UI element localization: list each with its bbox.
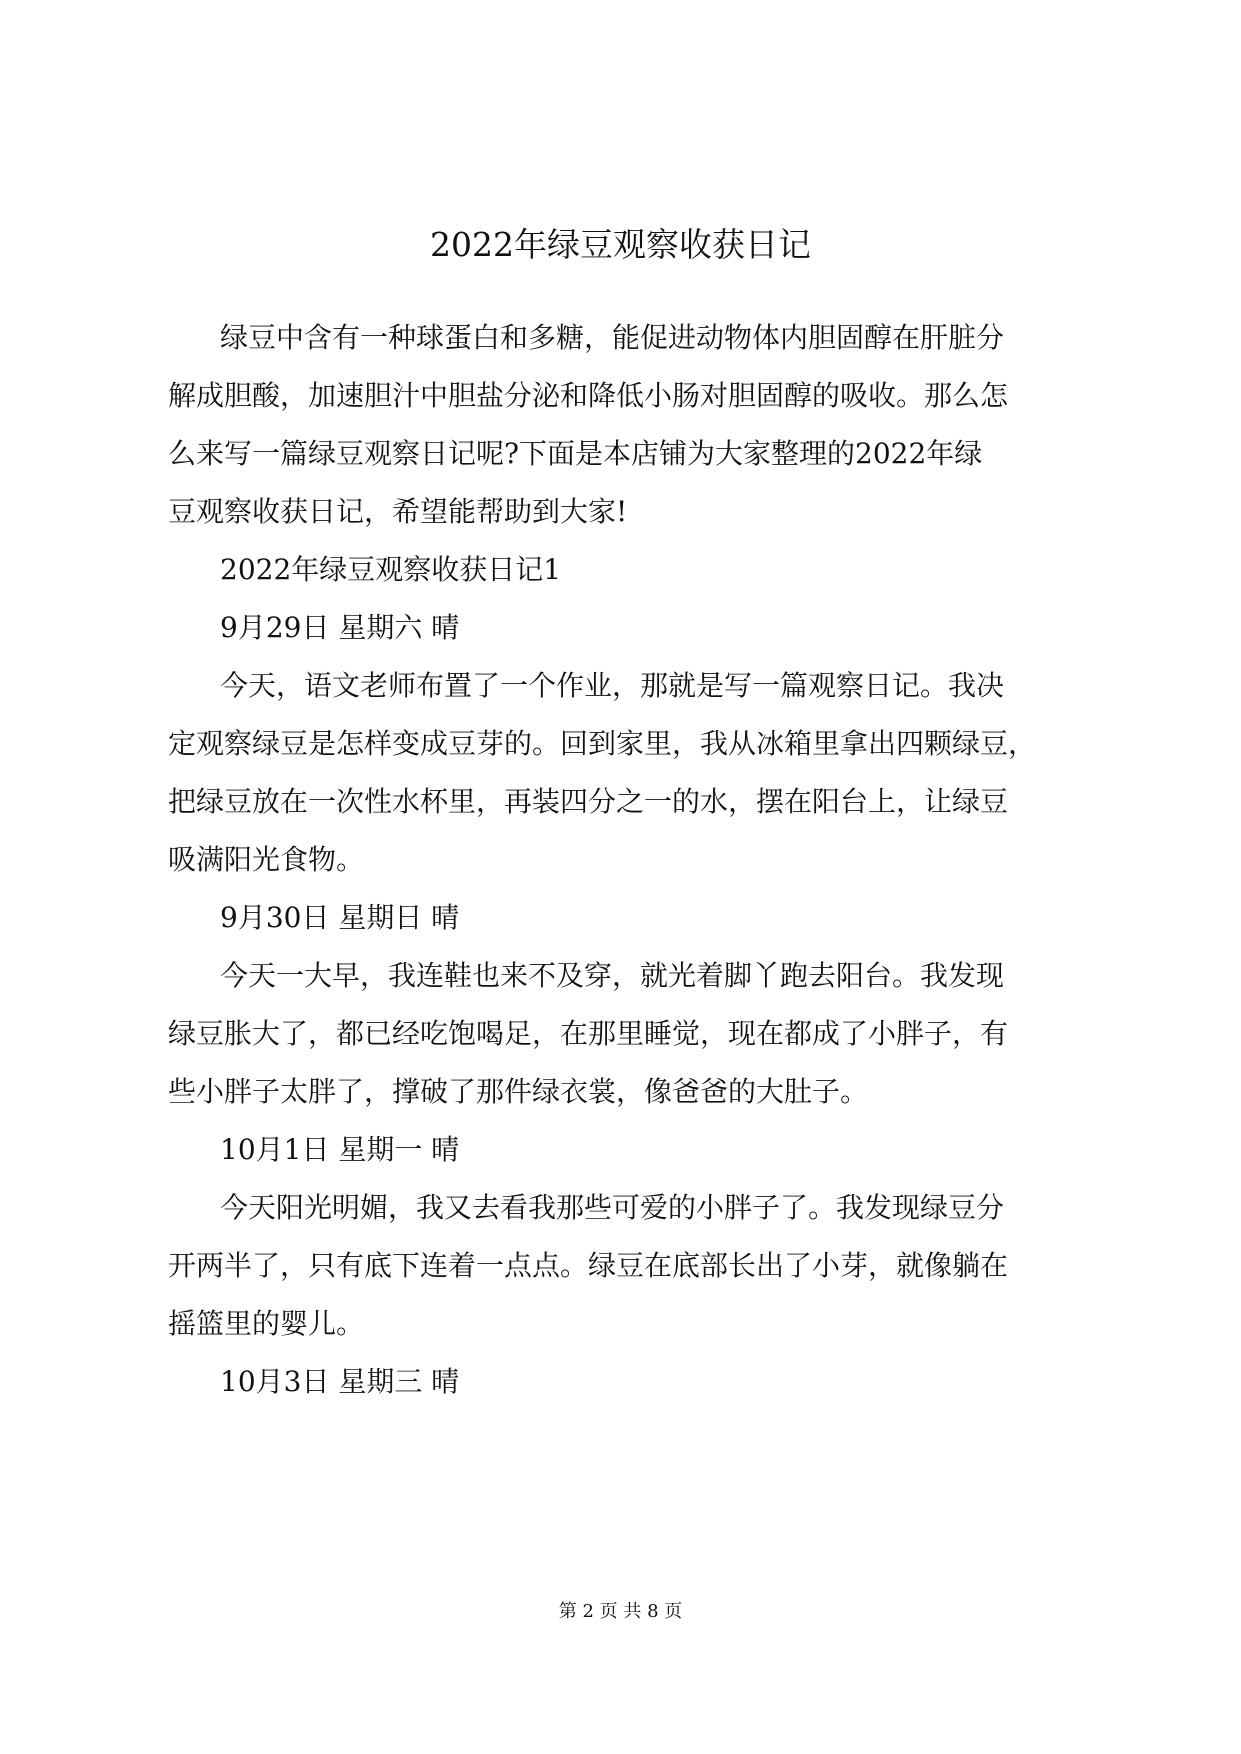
line-text: 今天阳光明媚，我又去看我那些可爱的小胖子了。我发现绿豆分: [220, 1191, 1005, 1224]
line-text: 2022年绿豆观察收获日记1: [220, 553, 562, 586]
line-text: 么来写一篇绿豆观察日记呢?下面是本店铺为大家整理的2022年绿: [168, 437, 983, 470]
line-text: 9月30日 星期日 晴: [220, 901, 460, 934]
section-heading: [0, 550, 1241, 590]
paragraph-line: [0, 782, 1241, 822]
line-text: 把绿豆放在一次性水杯里，再装四分之一的水，摆在阳台上，让绿豆: [168, 785, 1009, 818]
line-text: 10月3日 星期三 晴: [220, 1365, 460, 1398]
line-text: 绿豆胀大了，都已经吃饱喝足，在那里睡觉，现在都成了小胖子，有: [168, 1017, 1009, 1050]
line-text: 绿豆中含有一种球蛋白和多糖，能促进动物体内胆固醇在肝脏分: [220, 321, 1005, 354]
line-text: 开两半了，只有底下连着一点点。绿豆在底部长出了小芽，就像躺在: [168, 1249, 1009, 1282]
line-text: 解成胆酸，加速胆汁中胆盐分泌和降低小肠对胆固醇的吸收。那么怎: [168, 379, 1009, 412]
paragraph-line: [0, 956, 1241, 996]
line-text: 些小胖子太胖了，撑破了那件绿衣裳，像爸爸的大肚子。: [168, 1075, 869, 1108]
diary-date: [0, 898, 1241, 938]
paragraph-line: [0, 492, 1241, 532]
paragraph-line: [0, 376, 1241, 416]
paragraph-line: [0, 1188, 1241, 1228]
line-text: 定观察绿豆是怎样变成豆芽的。回到家里，我从冰箱里拿出四颗绿豆，: [168, 727, 1037, 760]
paragraph-line: [0, 318, 1241, 358]
line-text: 9月29日 星期六 晴: [220, 611, 460, 644]
line-text: 吸满阳光食物。: [168, 843, 365, 876]
paragraph-line: [0, 1304, 1241, 1344]
line-text: 豆观察收获日记，希望能帮助到大家!: [168, 495, 628, 528]
paragraph-line: [0, 840, 1241, 880]
line-text: 10月1日 星期一 晴: [220, 1133, 460, 1166]
paragraph-line: [0, 1246, 1241, 1286]
paragraph-line: [0, 1014, 1241, 1054]
line-text: 今天，语文老师布置了一个作业，那就是写一篇观察日记。我决: [220, 669, 1005, 702]
document-title: 2022年绿豆观察收获日记: [430, 225, 811, 264]
paragraph-line: [0, 666, 1241, 706]
paragraph-line: [0, 1072, 1241, 1112]
paragraph-line: [0, 434, 1241, 474]
diary-date: [0, 608, 1241, 648]
line-text: 今天一大早，我连鞋也来不及穿，就光着脚丫跑去阳台。我发现: [220, 959, 1005, 992]
diary-date: [0, 1130, 1241, 1170]
diary-date: [0, 1362, 1241, 1402]
line-text: 摇篮里的婴儿。: [168, 1307, 365, 1340]
page-footer: 第 2 页 共 8 页: [558, 1601, 683, 1622]
paragraph-line: [0, 724, 1241, 764]
